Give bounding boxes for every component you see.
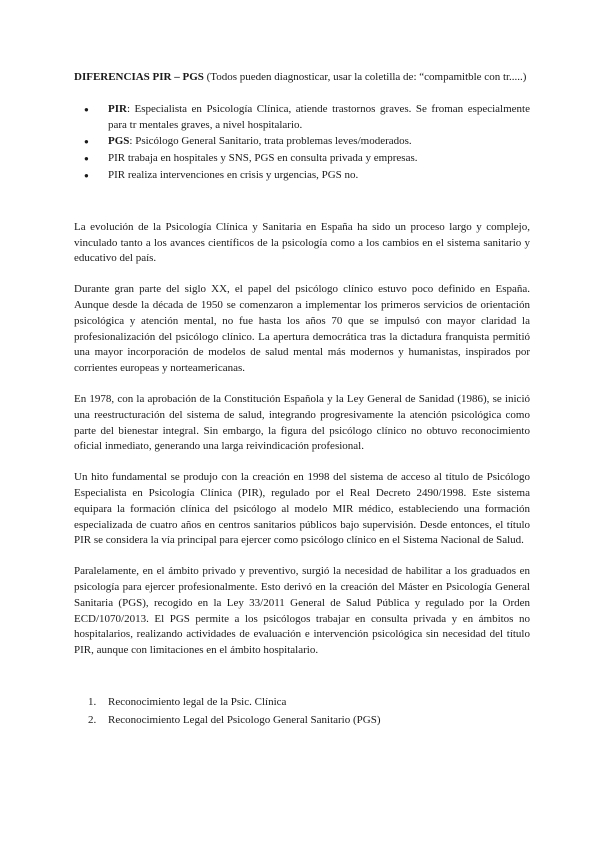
term-pir: PIR (108, 102, 127, 115)
paragraph-siglo-xx: Durante gran parte del siglo XX, el papel del psicólogo clínico estuvo poco definido en España. Aunque desde la década de 1950 se comenzaron a implementar los primeros servicios de orientación psicológica y atención mental, no fue hasta los años 70 que se impulsó con mayor claridad la profesionalización del psicólogo clínico. La apertura democrática tras la dictadura franquista permitió una mayor incorporación de modelos de salud mental más modernos y humanistas, inspirados por corrientes europeas y norteamericanas. (74, 283, 530, 375)
list-number: 2. (88, 713, 97, 726)
list-item (108, 102, 530, 134)
list-item-text: PIR realiza intervenciones en crisis y urgencias, PGS no. (108, 168, 359, 181)
heading-title: DIFERENCIAS PIR – PGS (74, 71, 204, 83)
paragraph-pgs: Paralelamente, en el ámbito privado y preventivo, surgió la necesidad de habilitar a los graduados en psicología para ejercer profesionalmente. Esto derivó en la creación del Máster en Psicología General Sanitaria (PGS), recogido en la Ley 33/2011 General de Salud Pública y regulado por la Orden ECD/1070/2013. El PGS permite a los psicólogos trabajar en consulta privada y en ámbitos no hospitalarios, realizando actividades de evaluación e intervención psicológica sin necesidad del título PIR, aunque con limitaciones en el ámbito hospitalario. (74, 565, 530, 657)
list-item-text: Reconocimiento legal de la Psic. Clínica (108, 695, 287, 708)
document-heading (74, 70, 530, 86)
paragraph-pir: Un hito fundamental se produjo con la creación en 1998 del sistema de acceso al título de Psicólogo Especialista en Psicología Clínica (PIR), regulado por el Real Decreto 2490/1998. Este sistema equipara la formación clínica del psicólogo al modelo MIR médico, estableciendo una formación especializada de cuatro años en centros sanitarios públicos bajo supervisión. Desde entonces, el título PIR se considera la vía principal para ejercer como psicólogo clínico en el Sistema Nacional de Salud. (74, 471, 530, 547)
list-item (108, 168, 530, 184)
list-item-text: : Especialista en Psicología Clínica, atiende trastornos graves. Se froman especialmente para tr mentales graves, a nivel hospitalario. (108, 102, 530, 131)
numbered-list (74, 695, 530, 729)
term-pgs: PGS (108, 135, 130, 148)
list-item (88, 695, 530, 711)
list-item-text: Reconocimiento Legal del Psicologo General Sanitario (PGS) (108, 713, 381, 726)
list-item (108, 134, 530, 150)
heading-note: (Todos pueden diagnosticar, usar la coletilla de: “compamitble con tr.....) (203, 71, 527, 83)
list-item (88, 713, 530, 729)
paragraph-1978: En 1978, con la aprobación de la Constitución Española y la Ley General de Sanidad (1986), se inició una reestructuración del sistema de salud, integrando progresivamente la atención psicológica como parte del bienestar integral. Sin embargo, la figura del psicólogo clínico no obtuvo reconocimiento oficial inmediato, generando una larga reivindicación profesional. (74, 392, 530, 453)
document-page (74, 70, 530, 731)
list-item-text: PIR trabaja en hospitales y SNS, PGS en consulta privada y empresas. (108, 152, 418, 165)
differences-list (74, 102, 530, 184)
paragraph-intro: La evolución de la Psicología Clínica y Sanitaria en España ha sido un proceso largo y complejo, vinculado tanto a los avances científicos de la psicología como a los cambios en el sistema sanitario y educativo del país. (74, 220, 530, 265)
list-number: 1. (88, 695, 97, 708)
list-item-text: : Psicólogo General Sanitario, trata problemas leves/moderados. (129, 135, 412, 148)
list-item (108, 151, 530, 167)
